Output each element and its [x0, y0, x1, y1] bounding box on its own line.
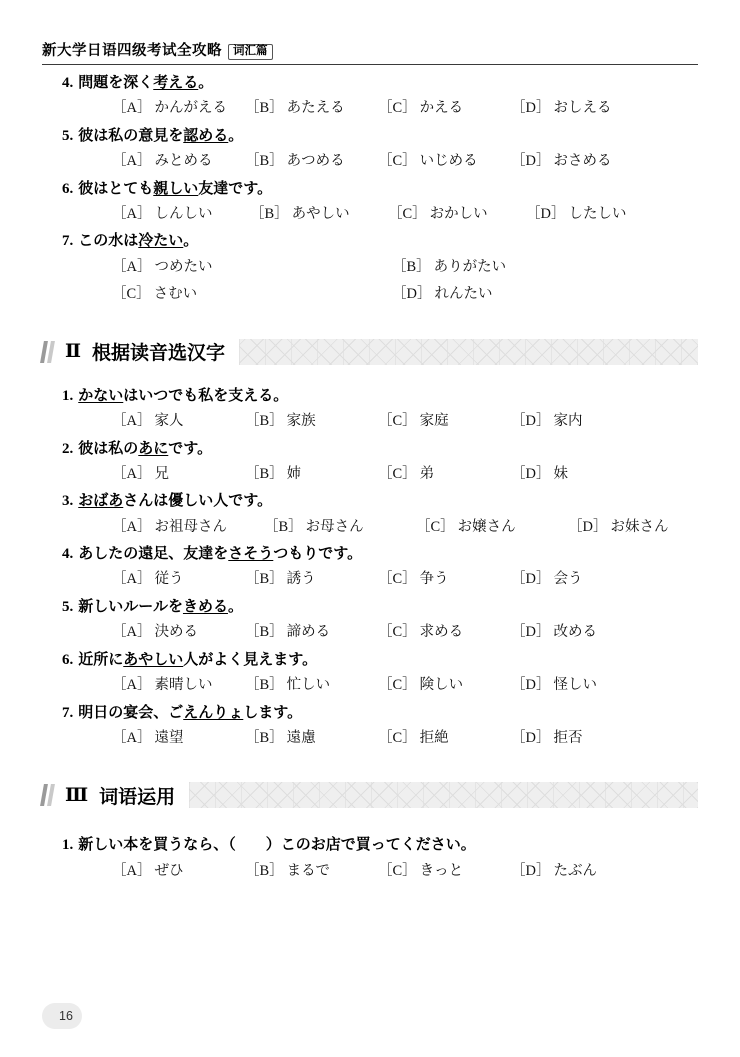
- option-a[interactable]: [112, 408, 245, 436]
- option-d[interactable]: [526, 201, 626, 229]
- option-text: 求める: [419, 624, 464, 641]
- option-a[interactable]: [112, 858, 245, 886]
- option-label: ［B］: [264, 518, 303, 535]
- option-text: 兄: [154, 465, 169, 482]
- option-label: ［D］: [511, 729, 551, 746]
- question-number: 1.: [62, 387, 74, 404]
- book-title: 新大学日语四级考试全攻略: [42, 43, 222, 59]
- option-label: ［C］: [378, 571, 417, 588]
- option-a[interactable]: [112, 254, 392, 282]
- option-label: ［C］: [378, 153, 417, 170]
- option-label: ［D］: [526, 205, 566, 222]
- question-options: [42, 619, 698, 647]
- stem-text-post: 。: [183, 233, 199, 250]
- option-text: 改める: [553, 624, 597, 641]
- option-label: ［B］: [392, 258, 431, 275]
- option-text: 拒否: [553, 729, 583, 746]
- option-text: 忙しい: [286, 676, 331, 693]
- option-c[interactable]: [378, 672, 511, 700]
- option-label: ［D］: [511, 412, 551, 429]
- question-stem: [42, 125, 698, 148]
- section-decorative-pattern: [239, 339, 698, 365]
- option-d[interactable]: [511, 95, 611, 123]
- question-item: [42, 125, 698, 176]
- option-b[interactable]: [245, 148, 378, 176]
- option-text: つめたい: [154, 258, 213, 275]
- option-c[interactable]: [378, 858, 511, 886]
- stem-underlined: 考える: [153, 75, 199, 91]
- option-text: 拒絶: [419, 729, 449, 746]
- option-c[interactable]: [378, 148, 511, 176]
- section-heading-three: [42, 778, 698, 812]
- option-label: ［C］: [112, 286, 151, 303]
- section-bars-icon: [42, 784, 56, 806]
- option-label: ［B］: [245, 624, 284, 641]
- page-content: [42, 72, 698, 887]
- option-text: みとめる: [154, 153, 213, 170]
- option-text: ありがたい: [433, 258, 507, 275]
- question-item: [42, 596, 698, 647]
- question-options: [42, 254, 698, 309]
- option-label: ［A］: [112, 412, 152, 429]
- option-label: ［C］: [378, 729, 417, 746]
- option-text: 家族: [286, 412, 316, 429]
- option-label: ［A］: [112, 258, 152, 275]
- question-options: [42, 566, 698, 594]
- option-text: ぜひ: [154, 862, 184, 879]
- question-item: [42, 385, 698, 436]
- option-label: ［B］: [245, 729, 284, 746]
- option-label: ［A］: [112, 862, 152, 879]
- stem-text-post: 。: [227, 598, 243, 615]
- option-c[interactable]: [388, 201, 526, 229]
- option-label: ［D］: [511, 624, 551, 641]
- option-b[interactable]: [245, 858, 378, 886]
- section-bars-icon: [42, 341, 56, 363]
- question-options: [42, 725, 698, 753]
- option-label: ［D］: [511, 100, 551, 117]
- stem-text-pre: この水は: [78, 233, 139, 250]
- option-d[interactable]: [568, 514, 668, 542]
- option-label: ［C］: [378, 862, 417, 879]
- stem-text-pre: 明日の宴会、ご: [78, 704, 184, 721]
- option-label: ［B］: [245, 862, 284, 879]
- option-label: ［A］: [112, 571, 152, 588]
- question-stem: [42, 834, 698, 857]
- option-b[interactable]: [245, 408, 378, 436]
- option-text: たぶん: [553, 862, 597, 879]
- option-text: 決める: [154, 624, 198, 641]
- section-heading-two: [42, 335, 698, 369]
- stem-underlined: きめる: [182, 598, 228, 615]
- option-d[interactable]: [511, 725, 582, 753]
- option-text: かんがえる: [154, 100, 227, 117]
- option-c[interactable]: [416, 514, 568, 542]
- section-decorative-pattern: [189, 782, 698, 808]
- section-roman-numeral: Ⅱ: [65, 341, 83, 363]
- option-label: ［A］: [112, 100, 152, 117]
- option-b[interactable]: [245, 672, 378, 700]
- stem-text-post: です。: [168, 440, 213, 457]
- stem-underlined: えんりょ: [183, 704, 244, 721]
- question-item: [42, 649, 698, 700]
- option-text: 争う: [419, 571, 449, 588]
- stem-underlined: 認める: [183, 127, 229, 144]
- option-text: 家人: [154, 412, 184, 429]
- question-stem: [42, 543, 698, 566]
- stem-underlined: 親しい: [153, 180, 199, 197]
- question-item: [42, 230, 698, 308]
- option-d[interactable]: [511, 461, 568, 489]
- stem-text-pre: 彼はとても: [78, 180, 154, 197]
- option-label: ［A］: [112, 205, 152, 222]
- stem-underlined: おばあ: [78, 493, 124, 510]
- option-label: ［D］: [511, 676, 551, 693]
- question-number: 1.: [62, 837, 74, 854]
- option-text: あつめる: [286, 153, 345, 170]
- option-label: ［B］: [245, 676, 284, 693]
- option-label: ［C］: [378, 624, 417, 641]
- option-b[interactable]: [245, 619, 378, 647]
- option-label: ［D］: [511, 571, 551, 588]
- stem-text-post: します。: [243, 704, 303, 721]
- section-roman-numeral: Ⅲ: [65, 784, 90, 806]
- option-text: さむい: [153, 286, 198, 303]
- option-label: ［D］: [392, 286, 432, 303]
- option-text: 家庭: [419, 412, 449, 429]
- option-text: いじめる: [419, 153, 478, 170]
- option-b[interactable]: [245, 95, 378, 123]
- question-item: [42, 543, 698, 594]
- option-a[interactable]: [112, 725, 245, 753]
- option-b[interactable]: [392, 254, 672, 282]
- option-label: ［D］: [568, 518, 608, 535]
- option-label: ［D］: [511, 153, 551, 170]
- question-stem: [42, 72, 698, 95]
- option-label: ［A］: [112, 153, 152, 170]
- option-d[interactable]: [511, 408, 582, 436]
- question-options: [42, 201, 698, 229]
- stem-text-pre: 近所に: [78, 651, 124, 668]
- option-text: お祖母さん: [154, 518, 227, 535]
- section-title: 根据读音选汉字: [92, 343, 226, 365]
- option-label: ［B］: [245, 100, 284, 117]
- stem-text-post: 。: [228, 127, 244, 144]
- question-number: 5.: [62, 127, 74, 144]
- question-options: [42, 408, 698, 436]
- option-c[interactable]: [112, 281, 392, 309]
- option-c[interactable]: [378, 408, 511, 436]
- option-text: 家内: [553, 412, 583, 429]
- option-label: ［C］: [388, 205, 427, 222]
- option-label: ［B］: [245, 153, 284, 170]
- question-item: [42, 834, 698, 885]
- option-a[interactable]: [112, 201, 250, 229]
- page-number-badge: [42, 1003, 82, 1029]
- stem-text-pre: 問題を深く: [78, 75, 154, 91]
- stem-text-pre: 新しい本を買うなら、（ ）このお店で買ってください。: [78, 837, 476, 854]
- option-text: かえる: [419, 100, 464, 117]
- option-c[interactable]: [378, 725, 511, 753]
- question-options: [42, 514, 698, 542]
- question-stem: [42, 490, 698, 513]
- option-text: 誘う: [286, 571, 316, 588]
- question-options: [42, 858, 698, 886]
- option-text: まるで: [286, 862, 331, 879]
- option-text: 怪しい: [553, 676, 597, 693]
- option-c[interactable]: [378, 619, 511, 647]
- option-label: ［C］: [416, 518, 455, 535]
- option-label: ［B］: [245, 412, 284, 429]
- option-d[interactable]: [511, 566, 582, 594]
- option-d[interactable]: [392, 281, 672, 309]
- option-d[interactable]: [511, 858, 597, 886]
- stem-text-pre: 新しいルールを: [78, 598, 183, 615]
- option-a[interactable]: [112, 672, 245, 700]
- option-b[interactable]: [264, 514, 416, 542]
- option-text: お妹さん: [610, 518, 669, 535]
- option-text: 弟: [419, 465, 435, 482]
- option-b[interactable]: [250, 201, 388, 229]
- option-a[interactable]: [112, 566, 245, 594]
- option-text: あたえる: [286, 100, 345, 117]
- option-d[interactable]: [511, 672, 597, 700]
- option-d[interactable]: [511, 148, 611, 176]
- stem-underlined: 冷たい: [138, 233, 184, 250]
- option-label: ［D］: [511, 862, 551, 879]
- question-options: [42, 672, 698, 700]
- page-header: [42, 30, 698, 65]
- stem-text-post: さんは優しい人です。: [123, 493, 273, 510]
- option-label: ［C］: [378, 412, 417, 429]
- section-three-questions: [42, 834, 698, 885]
- stem-text-post: 。: [198, 75, 214, 91]
- option-text: 遠望: [154, 729, 184, 746]
- question-stem: [42, 438, 698, 461]
- stem-text-pre: 彼は私の: [78, 440, 139, 457]
- option-text: 険しい: [419, 676, 464, 693]
- option-b[interactable]: [245, 566, 378, 594]
- option-text: 素晴しい: [154, 676, 213, 693]
- stem-underlined: あやしい: [123, 651, 184, 668]
- option-label: ［D］: [511, 465, 551, 482]
- option-d[interactable]: [511, 619, 597, 647]
- option-a[interactable]: [112, 619, 245, 647]
- option-a[interactable]: [112, 95, 245, 123]
- option-c[interactable]: [378, 461, 511, 489]
- question-item: [42, 72, 698, 123]
- option-text: れんたい: [434, 286, 493, 303]
- section-title: 词语运用: [99, 786, 176, 808]
- question-number: 4.: [62, 75, 74, 91]
- option-c[interactable]: [378, 566, 511, 594]
- question-number: 7.: [62, 233, 74, 250]
- option-label: ［A］: [112, 676, 152, 693]
- question-number: 7.: [62, 704, 74, 721]
- option-b[interactable]: [245, 725, 378, 753]
- stem-text-pre: あしたの遠足、友達を: [78, 546, 229, 563]
- option-text: おさめる: [553, 153, 612, 170]
- option-label: ［A］: [112, 518, 152, 535]
- option-label: ［B］: [245, 465, 284, 482]
- option-text: きっと: [419, 862, 464, 879]
- option-label: ［A］: [112, 729, 152, 746]
- question-stem: [42, 385, 698, 408]
- option-text: お母さん: [305, 518, 364, 535]
- option-label: ［C］: [378, 100, 417, 117]
- question-options: [42, 148, 698, 176]
- option-label: ［C］: [378, 676, 417, 693]
- question-number: 6.: [62, 180, 74, 197]
- option-a[interactable]: [112, 461, 245, 489]
- option-text: 姉: [286, 465, 302, 482]
- question-options: [42, 95, 698, 123]
- question-number: 3.: [62, 493, 74, 510]
- question-item: [42, 490, 698, 541]
- section-two-questions: [42, 385, 698, 753]
- question-number: 5.: [62, 598, 74, 615]
- page-number: 16: [59, 1009, 73, 1023]
- option-text: しんしい: [154, 205, 213, 222]
- question-options: [42, 461, 698, 489]
- option-c[interactable]: [378, 95, 511, 123]
- stem-underlined: かない: [78, 387, 124, 404]
- option-text: 会う: [553, 571, 583, 588]
- option-text: おかしい: [429, 205, 488, 222]
- stem-text-pre: 彼は私の意見を: [78, 127, 184, 144]
- question-item: [42, 438, 698, 489]
- question-stem: [42, 178, 698, 201]
- option-label: ［A］: [112, 465, 152, 482]
- stem-text-post: はいつでも私を支える。: [123, 387, 289, 404]
- option-text: 遠慮: [286, 729, 316, 746]
- option-b[interactable]: [245, 461, 378, 489]
- option-label: ［C］: [378, 465, 417, 482]
- option-a[interactable]: [112, 148, 245, 176]
- question-number: 6.: [62, 651, 74, 668]
- question-stem: [42, 649, 698, 672]
- option-text: 従う: [154, 571, 184, 588]
- question-stem: [42, 596, 698, 619]
- option-text: お嬢さん: [457, 518, 516, 535]
- option-label: ［A］: [112, 624, 152, 641]
- question-item: [42, 702, 698, 753]
- option-a[interactable]: [112, 514, 264, 542]
- option-text: 諦める: [286, 624, 331, 641]
- stem-text-post: つもりです。: [273, 546, 363, 563]
- question-number: 4.: [62, 546, 74, 563]
- option-text: あやしい: [291, 205, 350, 222]
- question-item: [42, 178, 698, 229]
- stem-underlined: さそう: [228, 546, 274, 563]
- option-text: したしい: [568, 205, 627, 222]
- question-stem: [42, 702, 698, 725]
- option-label: ［B］: [250, 205, 289, 222]
- question-number: 2.: [62, 440, 74, 457]
- question-stem: [42, 230, 698, 253]
- book-section-badge: 词汇篇: [228, 44, 273, 61]
- option-text: おしえる: [553, 100, 612, 117]
- option-text: 妹: [553, 465, 568, 482]
- stem-underlined: あに: [138, 440, 169, 457]
- stem-text-post: 友達です。: [198, 180, 273, 197]
- section-one-questions: [42, 72, 698, 309]
- stem-text-post: 人がよく見えます。: [183, 651, 318, 668]
- option-label: ［B］: [245, 571, 284, 588]
